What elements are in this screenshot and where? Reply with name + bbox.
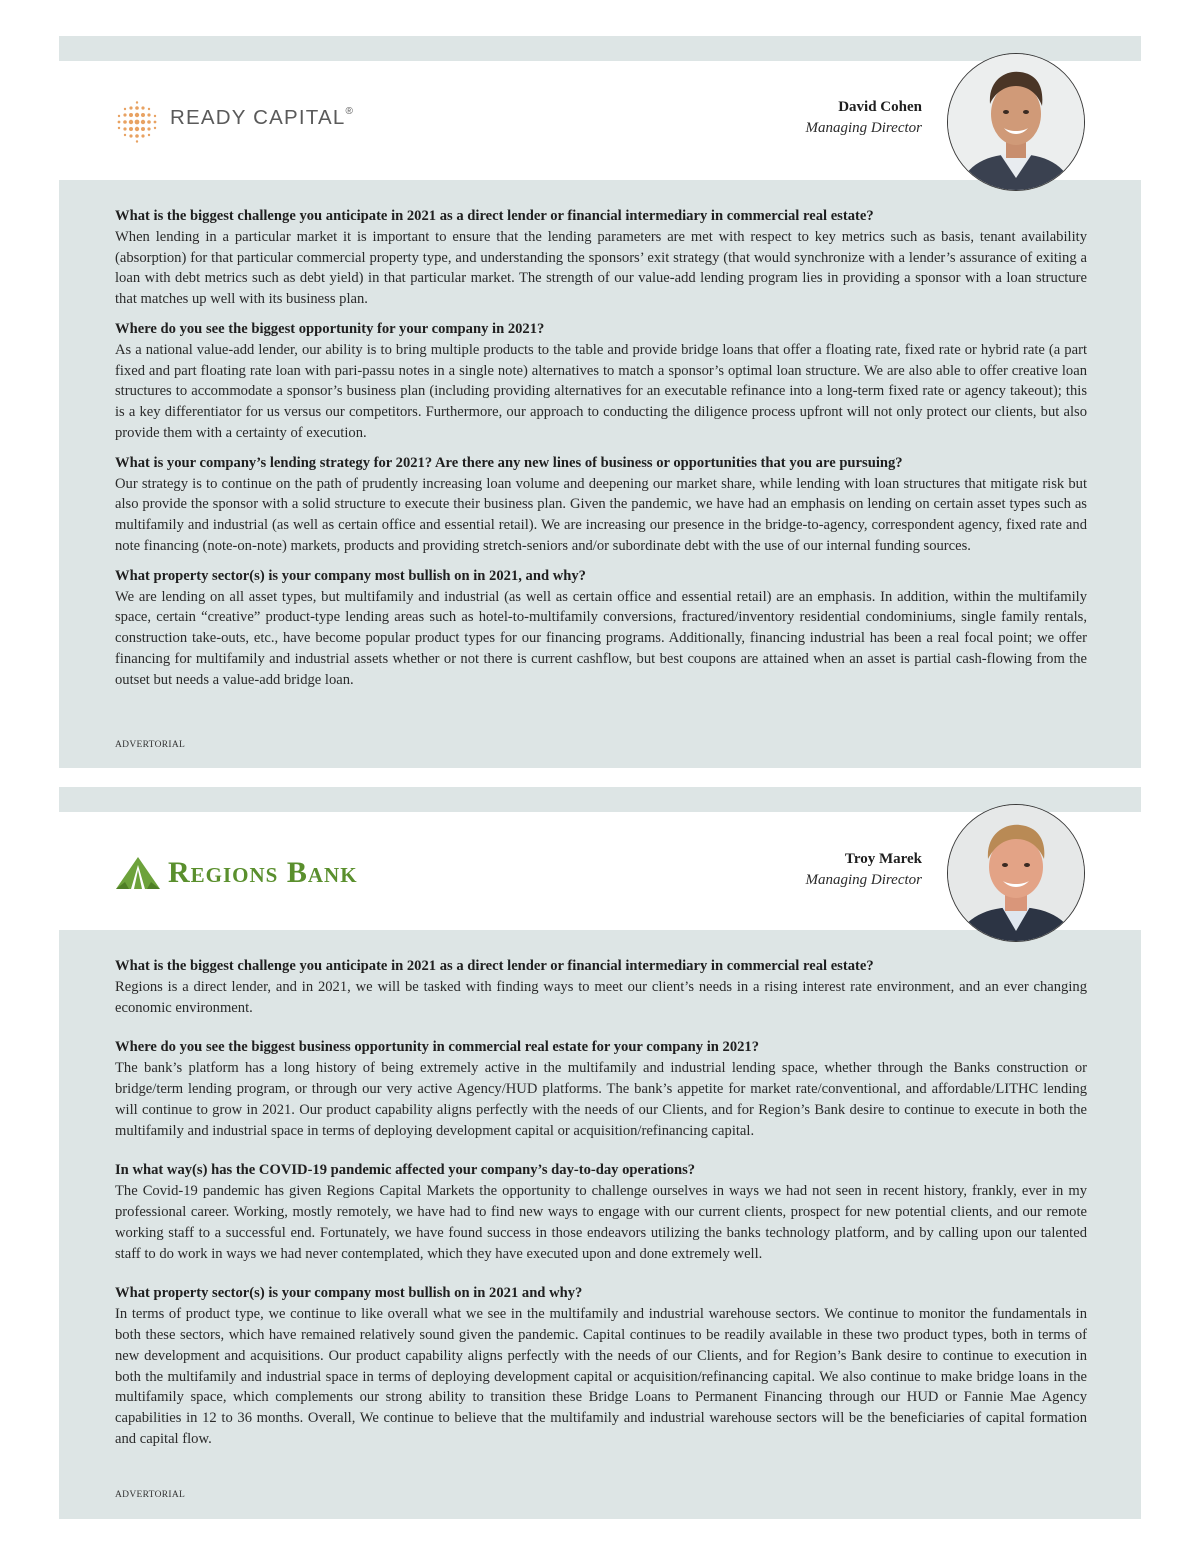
answer: Our strategy is to continue on the path of prudently increasing loan volume and deepening our market share, while lending with loan structures that mitigate risk but also provide the sponsor with a solid structure to execute their business plan. Given the pandemic, we have had an emphasis on lending on certain asset types such as multifamily and industrial (as well as certain office and essential retail). We are increasing our presence in the bridge-to-agency, correspondent agency, fixed rate and note financing (note-on-note) markets, products and providing stretch-seniors and/or subordinate debt with the use of our internal funding sources. [115,475,1087,554]
registered-mark: ® [345,106,355,117]
answer: Regions is a direct lender, and in 2021, we will be tasked with finding ways to meet our client’s needs in a rising interest rate environment, and an ever changing economic environment. [115,978,1087,1016]
advertorial-tag: ADVERTORIAL [115,740,186,750]
panel-top-strip [59,787,1141,812]
person-title: Managing Director [805,120,922,136]
qa-item [115,956,1087,1018]
person-name: Troy Marek [844,851,922,867]
ready-capital-advertorial [59,36,1141,768]
regions-bank-contact [805,849,922,891]
ready-capital-logo [115,101,375,143]
panel-top-strip [59,36,1141,61]
ready-capital-logo-text: READY CAPITAL® [170,106,355,129]
advertorial-tag: ADVERTORIAL [115,1490,186,1500]
question: What is the biggest challenge you anticipate in 2021 as a direct lender or financial intermediary in commercial real estate? [115,958,874,974]
question: What is the biggest challenge you anticipate in 2021 as a direct lender or financial intermediary in commercial real estate? [115,208,874,224]
qa-item [115,453,1087,557]
regions-bank-advertorial [59,787,1141,1519]
qa-list [115,206,1087,691]
answer: We are lending on all asset types, but multifamily and industrial (as well as certain office and essential retail) are an emphasis. In addition, within the multifamily space, certain “creative” product-type lending areas such as hotel-to-multifamily conversions, fractured/inventory residential condominiums, single family rentals, construction take-outs, etc., have become popular product types for our financing programs. Additionally, financing industrial has been a real focal point; we offer financing for multifamily and industrial assets whether or not there is current cashflow, but best coupons are attained when an asset is partial cash-flowing from the outset but needs a value-add bridge loan. [115,588,1087,688]
qa-item [115,1160,1087,1264]
question: Where do you see the biggest business opportunity in commercial real estate for your company in 2021? [115,1039,760,1056]
answer: The bank’s platform has a long history of being extremely active in the multifamily and industrial lending space, whether through the Banks construction or bridge/term lending program, or through our very active Agency/HUD platforms. The bank’s appetite for market rate/conventional, and affordable/LITHC lending will continue to grow in 2021. Our product capability aligns perfectly with the needs of our Clients, and for Region’s Bank desire to continue to execute in both the multifamily and industrial space in terms of deploying development capital or acquisition/refinancing capital. [115,1060,1087,1139]
qa-item [115,319,1087,444]
troy-marek-portrait [947,804,1085,942]
question: In what way(s) has the COVID-19 pandemic affected your company’s day-to-day operations? [115,1162,696,1179]
qa-item [115,1283,1087,1449]
answer: The Covid-19 pandemic has given Regions Capital Markets the opportunity to challenge ourselves in ways we had not seen in recent history, frankly, ever in my professional career. Working, mostly remotely, we have had to find new ways to engage with our current clients, prospect for new potential clients, and our remote working staff to a successful end. Fortunately, we have found success in those endeavors utilizing the banks technology platform, and by calling upon our talented staff to do work in ways we had never contemplated, which they have executed upon and done extremely well. [115,1183,1087,1262]
answer: When lending in a particular market it is important to ensure that the lending parameters are met with respect to key metrics such as basis, tenant availability (absorption) for that particular commercial property type, and understanding the sponsors’ exit strategy (that would synchronize with a lender’s assurance of exiting a loan with debt metrics such as debt yield) in that particular market. The strength of our value-add lending program lies in providing a sponsor with a loan structure that matches up well with its business plan. [115,228,1087,308]
ready-capital-dot-mark-icon [115,101,161,143]
panel-body [59,180,1141,768]
regions-bank-logo-text: Regions Bank [168,856,358,889]
regions-bank-triangle-mark-icon [115,856,161,890]
question: Where do you see the biggest opportunity for your company in 2021? [115,320,545,337]
portrait-illustration-icon [948,805,1084,941]
person-name: David Cohen [838,99,922,115]
qa-item [115,566,1087,691]
answer: As a national value-add lender, our ability is to bring multiple products to the table and provide bridge loans that offer a floating rate, fixed rate or hybrid rate (a part fixed and part floating rate loan with pari-passu notes in a single note) alternatives to match a sponsor’s optimal loan structure. We are also able to offer creative loan structures to accommodate a sponsor’s business plan (including providing alternatives for an executable refinance into a long-term fixed rate or agency takeout); this is a key differentiator for us versus our competitors. Furthermore, our approach to conducting the diligence process upfront will not only protect our clients, but also provide them with a certainty of execution. [115,341,1087,441]
person-title: Managing Director [805,872,922,888]
ready-capital-contact [805,97,922,139]
question: What is your company’s lending strategy for 2021? Are there any new lines of business or opportunities that you are pursuing? [115,454,903,471]
question: What property sector(s) is your company most bullish on in 2021 and why? [115,1285,583,1302]
question: What property sector(s) is your company most bullish on in 2021, and why? [115,567,586,584]
regions-bank-logo [115,856,405,896]
qa-list [115,956,1087,1450]
qa-item [115,1037,1087,1141]
panel-body [59,930,1141,1519]
answer: In terms of product type, we continue to like overall what we see in the multifamily and industrial warehouse sectors. We continue to monitor the fundamentals in both these sectors, which have remained relatively sound given the pandemic. Capital continues to be readily available in these two product types, both in terms of new development and acquisitions. Our product capability aligns perfectly with the needs of our Clients, and for Region’s Bank desire to continue to execution in both the multifamily and industrial space in terms of deploying development capital or acquisition/refinancing capital. We also continue to make bridge loans in the multifamily space, which complements our strong ability to transition these Bridge Loans to Permanent Financing through our HUD or Fannie Mae Agency capabilities in 12 to 36 months. Overall, We continue to believe that the multifamily and industrial warehouse sectors will be the beneficiaries of capital formation and capital flow. [115,1306,1087,1447]
portrait-illustration-icon [948,54,1084,190]
david-cohen-portrait [947,53,1085,191]
qa-item [115,206,1087,310]
